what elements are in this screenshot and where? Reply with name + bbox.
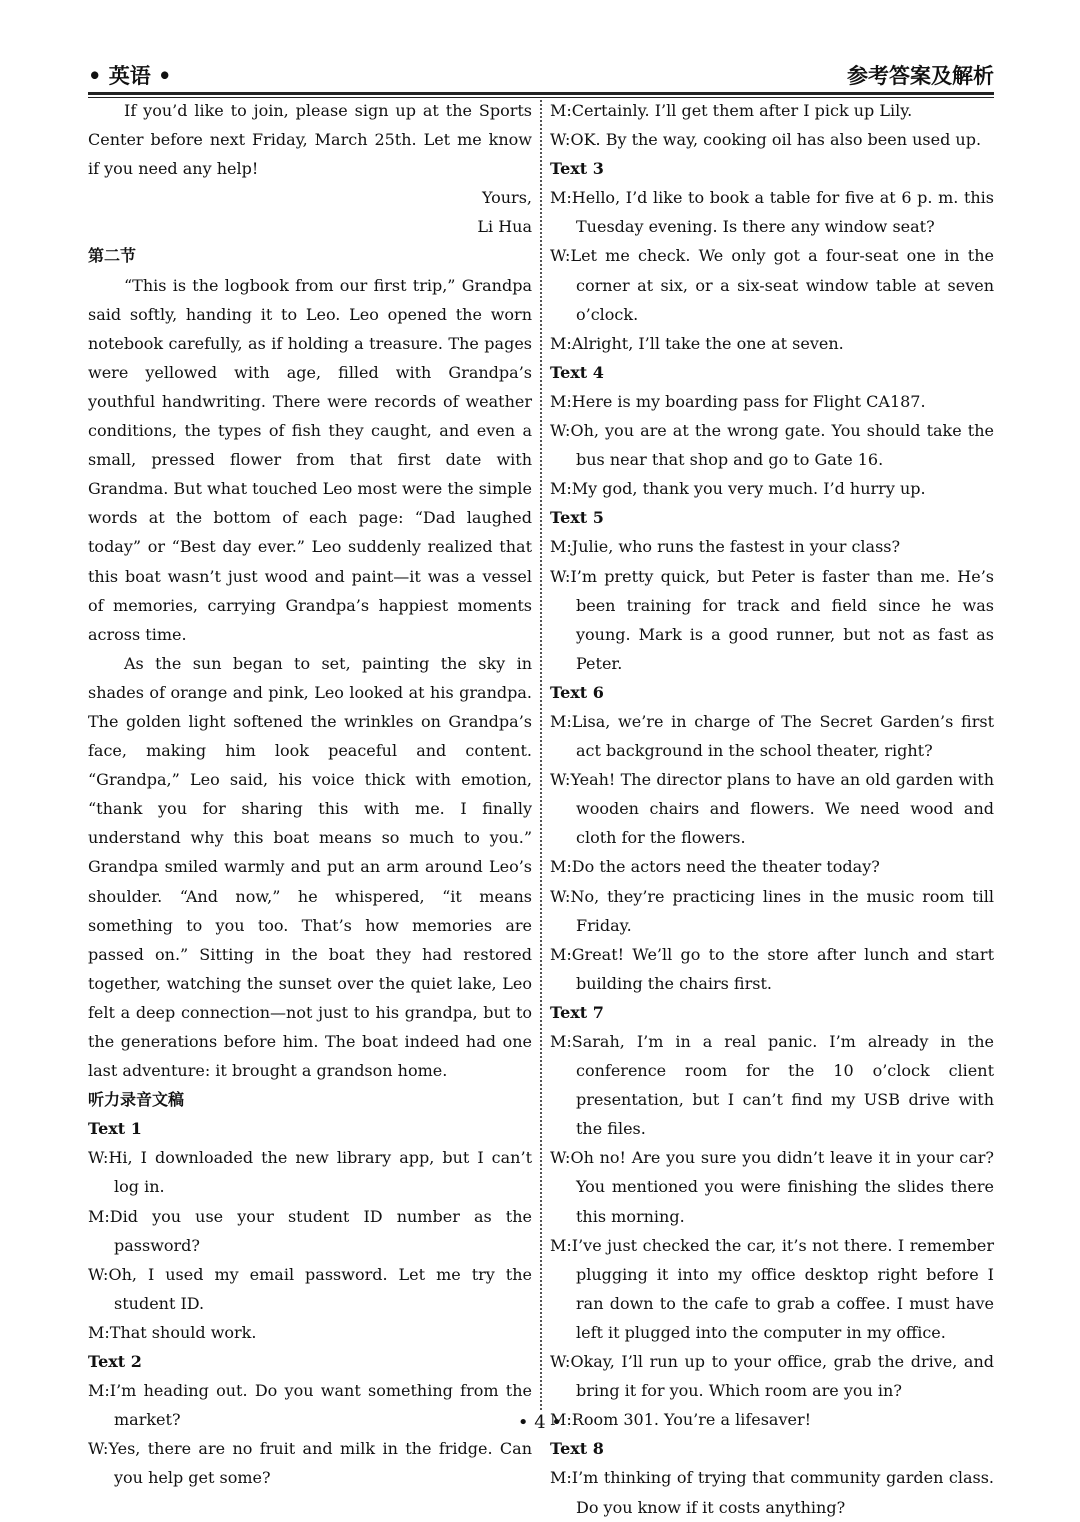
dialogue-line: W:Oh no! Are you sure you didn’t leave it in your car? You mentioned you were finishing the slides there this morning.: [550, 1148, 994, 1226]
text-heading: Text 5: [550, 508, 604, 528]
letter-signature: Li Hua: [477, 217, 532, 237]
letter-closing: Yours,: [481, 188, 532, 208]
letter-paragraph: If you’d like to join, please sign up at the Sports Center before next Friday, March 25th. Let me know if you need any help!: [88, 101, 532, 179]
dialogue-line: W:Hi, I downloaded the new library app, but I can’t log in.: [88, 1148, 532, 1197]
dialogue-line: M:Do the actors need the theater today?: [550, 857, 880, 877]
dialogue-line: W:No, they’re practicing lines in the music room till Friday.: [550, 886, 994, 935]
subject-label: • 英语 •: [88, 63, 172, 88]
dialogue-line: W:Yes, there are no fruit and milk in the fridge. Can you help get some?: [88, 1439, 532, 1488]
dialogue-line: M:Here is my boarding pass for Flight CA187.: [550, 391, 926, 411]
page-number: • 4 •: [517, 1412, 563, 1433]
text-heading: Text 2: [88, 1352, 142, 1372]
column-divider: [540, 100, 542, 1410]
dialogue-line: M:Did you use your student ID number as the password?: [88, 1206, 532, 1255]
transcript-heading: 听力录音文稿: [88, 1090, 185, 1110]
dialogue-line: W:Okay, I’ll run up to your office, grab the drive, and bring it for you. Which room are you in?: [550, 1352, 994, 1401]
dialogue-line: M:I’m thinking of trying that community garden class. Do you know if it costs anything?: [550, 1468, 994, 1517]
section-heading: 第二节: [88, 246, 137, 266]
dialogue-line: M:Great! We’ll go to the store after lunch and start building the chairs first.: [550, 944, 994, 993]
dialogue-line: M:Lisa, we’re in charge of The Secret Garden’s first act background in the school theater, right?: [550, 711, 994, 761]
dialogue-line: W:Yeah! The director plans to have an old garden with wooden chairs and flowers. We need wood and cloth for the flowers.: [550, 770, 994, 848]
dialogue-line: W:Oh, you are at the wrong gate. You should take the bus near that shop and go to Gate 16.: [550, 421, 994, 470]
text-heading: Text 1: [88, 1119, 142, 1139]
dialogue-line: W:I’m pretty quick, but Peter is faster than me. He’s been training for track and field since he was young. Mark is a good runner, but not as fast as Peter.: [550, 566, 994, 673]
dialogue-line: W:OK. By the way, cooking oil has also been used up.: [550, 130, 982, 150]
text-heading: Text 7: [550, 1002, 604, 1022]
dialogue-line: M:Julie, who runs the fastest in your class?: [550, 537, 901, 557]
left-column: [88, 96, 532, 1493]
dialogue-line: M:That should work.: [88, 1322, 257, 1342]
dialogue-line: M:Hello, I’d like to book a table for five at 6 p. m. this Tuesday evening. Is there any window seat?: [550, 188, 994, 237]
right-column: [550, 96, 994, 1522]
page-header: [88, 60, 994, 92]
dialogue-line: M:Alright, I’ll take the one at seven.: [550, 333, 844, 353]
dialogue-line: M:I’ve just checked the car, it’s not there. I remember plugging it into my office desktop right before I ran down to the cafe to grab a coffee. I must have left it plugged into the computer in my office.: [550, 1235, 994, 1342]
dialogue-line: M:Room 301. You’re a lifesaver!: [550, 1410, 812, 1430]
dialogue-line: W:Let me check. We only got a four-seat one in the corner at six, or a six-seat window table at seven o’clock.: [550, 246, 994, 324]
header-rule: [88, 92, 994, 95]
text-heading: Text 3: [550, 159, 604, 179]
dialogue-line: M:Certainly. I’ll get them after I pick up Lily.: [550, 101, 913, 120]
dialogue-line: W:Oh, I used my email password. Let me try the student ID.: [88, 1264, 532, 1313]
dialogue-line: M:I’m heading out. Do you want something from the market?: [88, 1381, 532, 1430]
text-heading: Text 8: [550, 1439, 604, 1459]
dialogue-line: M:Sarah, I’m in a real panic. I’m already in the conference room for the 10 o’clock client presentation, but I can’t find my USB drive with the files.: [550, 1032, 994, 1139]
text-heading: Text 4: [550, 362, 604, 382]
dialogue-line: M:My god, thank you very much. I’d hurry up.: [550, 479, 926, 499]
story-paragraph-1: “This is the logbook from our first trip,” Grandpa said softly, handing it to Leo. Leo opened the worn notebook carefully, as if holding a treasure. The pages were yellowed with age, filled with Grandpa’s youthful handwriting. There were records of weather conditions, the types of fish they caught, and even a small, pressed flower from that first date with Grandma. But what touched Leo most were the simple words at the bottom of each page: “Dad laughed today” or “Best day ever.” Leo suddenly realized that this boat wasn’t just wood and paint—it was a vessel of memories, carrying Grandpa’s happiest moments across time.: [88, 275, 532, 644]
story-paragraph-2: As the sun began to set, painting the sky in shades of orange and pink, Leo looked at his grandpa. The golden light softened the wrinkles on Grandpa’s face, making him look peaceful and content. “Grandpa,” Leo said, his voice thick with emotion, “thank you for sharing this with me. I finally understand why this boat means so much to you.” Grandpa smiled warmly and put an arm around Leo’s shoulder. “And now,” he whispered, “it means something to you too. That’s how memories are passed on.” Sitting in the boat they had restored together, watching the sunset over the quiet lake, Leo felt a deep connection—not just to his grandpa, but to the generations before him. The boat indeed had one last adventure: it brought a grandson home.: [88, 653, 532, 1081]
text-heading: Text 6: [550, 682, 604, 702]
header-title: 参考答案及解析: [847, 63, 994, 88]
